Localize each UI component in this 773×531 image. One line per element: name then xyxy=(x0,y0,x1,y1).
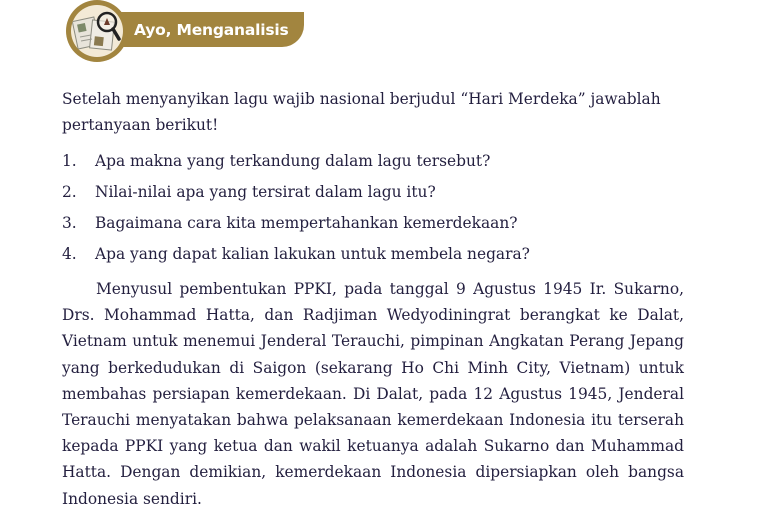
list-item xyxy=(62,146,684,177)
question-text: Bagaimana cara kita mempertahankan kemerdekaan? xyxy=(95,214,518,232)
question-text: Nilai-nilai apa yang tersirat dalam lagu itu? xyxy=(95,183,436,201)
list-item xyxy=(62,239,684,270)
question-number: 3. xyxy=(62,214,77,232)
documents-magnifier-icon xyxy=(71,5,123,57)
question-text: Apa yang dapat kalian lakukan untuk membela negara? xyxy=(95,245,530,263)
intro-text: Setelah menyanyikan lagu wajib nasional berjudul “Hari Merdeka” jawablah pertanyaan berikut! xyxy=(62,90,661,134)
list-item xyxy=(62,208,684,239)
banner-title: Ayo, Menganalisis xyxy=(134,21,289,39)
banner-icon-circle xyxy=(66,0,128,62)
question-list xyxy=(62,146,684,270)
question-text: Apa makna yang terkandung dalam lagu tersebut? xyxy=(95,152,491,170)
section-banner xyxy=(66,0,306,62)
question-number: 1. xyxy=(62,152,77,170)
body-paragraph: Menyusul pembentukan PPKI, pada tanggal 9 Agustus 1945 Ir. Sukarno, Drs. Mohammad Hatta, dan Radjiman Wedyodiningrat berangkat ke Dalat, Vietnam untuk menemui Jenderal Terauchi, pimpinan Angkatan Perang Jepang yang berkedudukan di Saigon (sekarang Ho Chi Minh City, Vietnam) untuk membahas persiapan kemerdekaan. Di Dalat, pada 12 Agustus 1945, Jenderal Terauchi menyatakan bahwa pelaksanaan kemerdekaan Indonesia itu terserah kepada PPKI yang ketua dan wakil ketuanya adalah Sukarno dan Muhammad Hatta. Dengan demikian, kemerdekaan Indonesia dipersiapkan oleh bangsa Indonesia sendiri. xyxy=(62,280,684,508)
question-number: 2. xyxy=(62,183,77,201)
document-body xyxy=(62,86,684,512)
list-item xyxy=(62,177,684,208)
question-number: 4. xyxy=(62,245,77,263)
